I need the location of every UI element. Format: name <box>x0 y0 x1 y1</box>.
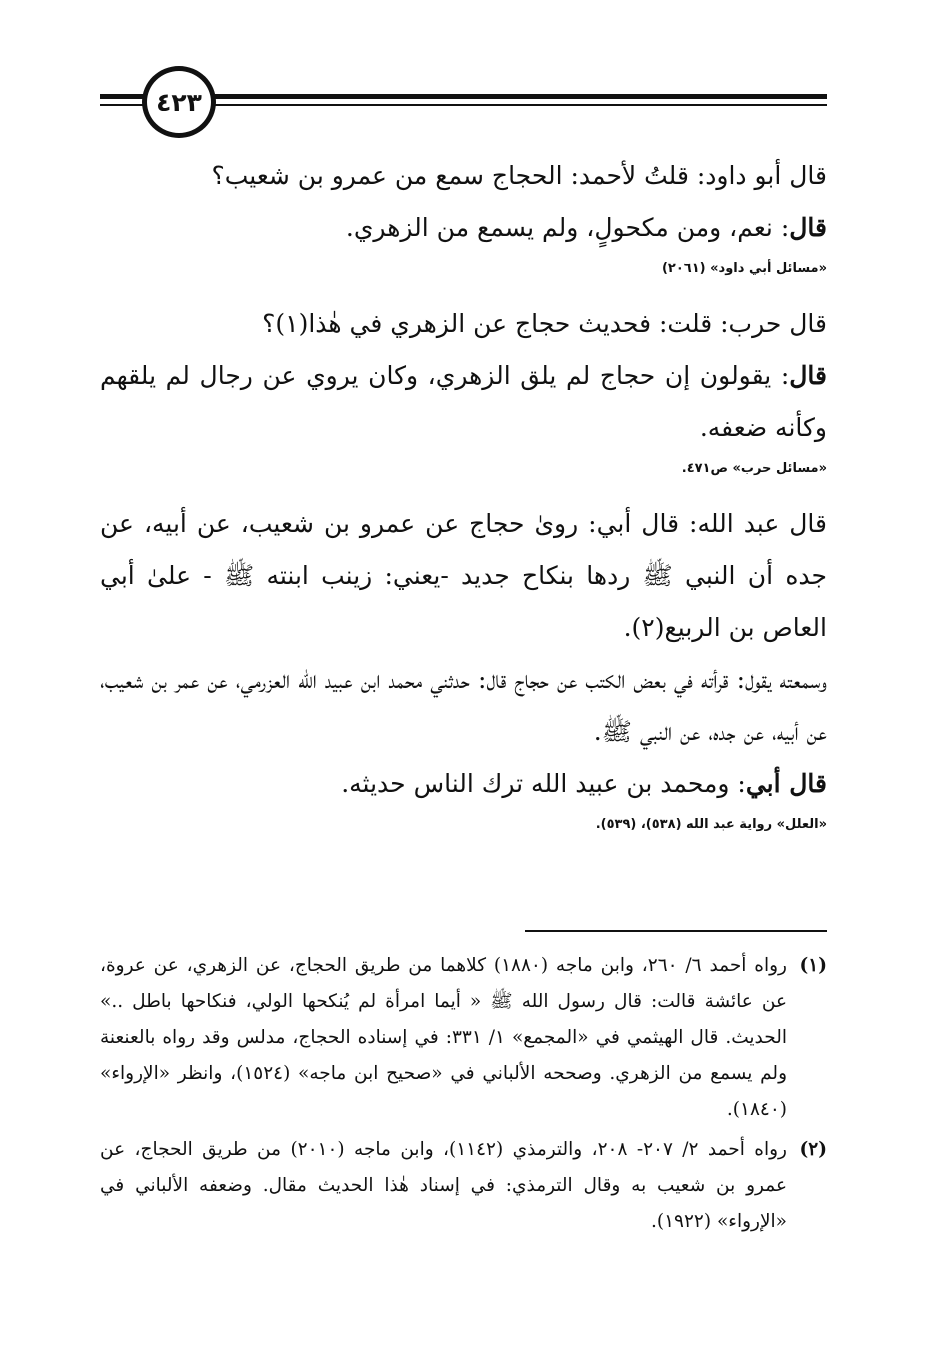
paragraph: قال أبو داود: قلتُ لأحمد: الحجاج سمع من عمرو بن شعيب؟ <box>211 161 827 190</box>
main-text <box>100 150 827 846</box>
page-header <box>100 64 827 144</box>
speaker-label: قال <box>789 361 827 390</box>
paragraph: قال أبي: ومحمد بن عبيد الله ترك الناس حديثه. <box>341 769 827 798</box>
paragraph: قال: يقولون إن حجاج لم يلق الزهري، وكان يروي عن رجال لم يلقهم وكأنه ضعفه. <box>100 361 827 442</box>
footnote-separator <box>525 930 827 932</box>
footnote-text: رواه أحمد ٢/ ٢٠٧- ٢٠٨، والترمذي (١١٤٢)، وابن ماجه (٢٠١٠) من طريق الحجاج، عن عمرو بن شعيب به وقال الترمذي: في إسناد هٰذا الحديث مقال. وضعفه الألباني في «الإرواء» (١٩٢٢). <box>100 1139 787 1232</box>
footnotes <box>100 948 827 1244</box>
speaker-label: قال <box>789 213 827 242</box>
speaker-label: قال أبي <box>745 769 827 798</box>
paragraph: قال: نعم، ومن مكحولٍ، ولم يسمع من الزهري. <box>345 213 827 242</box>
footnote <box>100 1132 827 1240</box>
paragraph: قال عبد الله: قال أبي: روىٰ حجاج عن عمرو بن شعيب، عن أبيه، عن جده أن النبي ﷺ ردها بنكاح جديد -يعني: زينب ابنته ﷺ - علىٰ أبي العاص بن الربيع(٢). <box>100 509 827 642</box>
footnote <box>100 948 827 1128</box>
footnote-text: رواه أحمد ٦/ ٢٦٠، وابن ماجه (١٨٨٠) كلاهما من طريق الحجاج، عن الزهري، عن عروة، عن عائشة قالت: قال رسول الله ﷺ « أيما امرأة لم يُنكحها الولي، فنكاحها باطل ..» الحديث. قال الهيثمي في «المجمع» ١/ ٣٣١: في إسناده الحجاج، مدلس وقد رواه بالعنعنة ولم يسمع من الزهري. وصححه الألباني في «صحيح ابن ماجه» (١٥٢٤)، وانظر «الإرواء» (١٨٤٠). <box>100 955 788 1120</box>
footnote-number: (١) <box>799 955 827 976</box>
source-citation: «العلل» رواية عبد الله (٥٣٨)، (٥٣٩). <box>595 817 827 832</box>
paragraph: وسمعته يقول: قرأته في بعض الكتب عن حجاج قال: حدثني محمد ابن عبيد الله العزرمي، عن عمر بن شعيب، عن أبيه، عن جده، عن النبي ﷺ. <box>100 665 827 746</box>
source-citation: «مسائل أبي داود» (٢٠٦١) <box>661 261 827 276</box>
page-number: ٤٢٣ <box>156 87 202 117</box>
source-citation: «مسائل حرب» ص٤٧١. <box>681 461 827 476</box>
footnote-number: (٢) <box>799 1139 827 1160</box>
page-number-badge <box>142 66 216 138</box>
paragraph: قال حرب: قلت: فحديث حجاج عن الزهري في هٰذا(١)؟ <box>262 309 827 338</box>
